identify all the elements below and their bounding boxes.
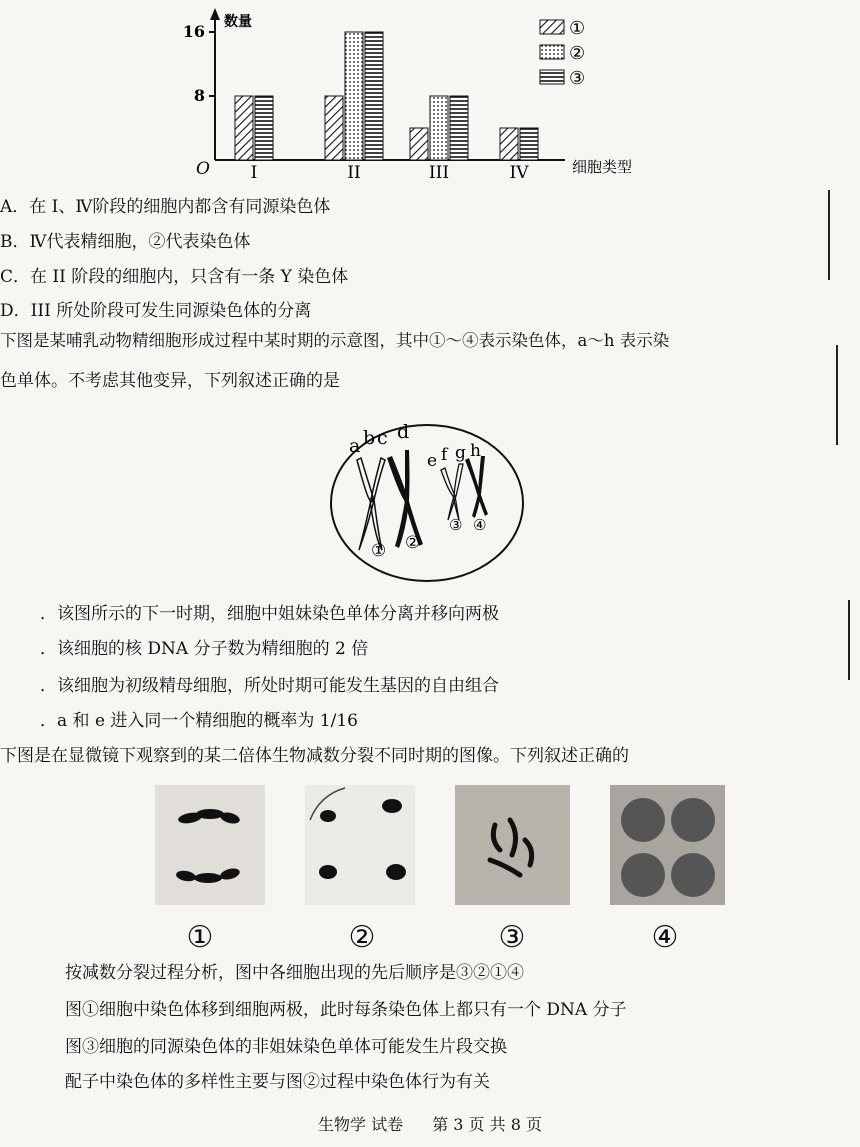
bar-2-series-1 [325, 96, 343, 160]
legend-swatch-1 [540, 20, 564, 34]
y-tick-label: 16 [182, 22, 205, 41]
legend-label-1: ① [569, 18, 586, 39]
micrograph-label-2: ② [348, 920, 376, 955]
option-c: C．在 II 阶段的细胞内，只含有一条 Y 染色体 [0, 267, 349, 287]
micrograph-3 [450, 780, 570, 910]
chromatid-label-h: h [470, 441, 481, 461]
micrograph-2 [300, 780, 420, 910]
chromosome-label-2: ② [405, 533, 421, 553]
x-axis-label: 细胞类型 [572, 158, 633, 176]
chromatid-label-g: g [455, 443, 466, 463]
question-3-option-d: 配子中染色体的多样性主要与图②过程中染色体行为有关 [65, 1072, 490, 1092]
chromatid-label-c: c [377, 427, 388, 449]
chromatid-label-b: b [363, 427, 376, 449]
question-3-option-c: 图③细胞的同源染色体的非姐妹染色单体可能发生片段交换 [65, 1037, 507, 1057]
chromosome-label-3: ③ [449, 516, 463, 534]
chromatid-label-f: f [441, 445, 448, 465]
micrograph-label-4: ④ [651, 920, 679, 955]
chromatid-label-e: e [427, 451, 438, 471]
micrograph-1 [150, 780, 270, 910]
x-tick-label: II [347, 163, 361, 183]
y-tick-label: 8 [193, 86, 205, 105]
chromatid-label-d: d [397, 421, 410, 443]
chromosome-label-1: ① [371, 541, 387, 561]
cell-diagram [327, 418, 527, 583]
page-footer [0, 1112, 860, 1135]
y-axis-label: 数量 [224, 14, 252, 30]
page-edge-line-1 [828, 190, 830, 280]
footer-subject: 生物学 试卷 [318, 1115, 404, 1134]
page-edge-line-2 [836, 345, 838, 445]
chromosome-1 [357, 458, 385, 550]
bar-3-series-1 [410, 128, 428, 160]
question-2-stem-line2: 色单体。不考虑其他变异，下列叙述正确的是 [0, 371, 340, 391]
legend-label-2: ② [569, 43, 586, 64]
question-2-option-d: ．a 和 e 进入同一个精细胞的概率为 1/16 [40, 711, 358, 731]
micrograph-label-3: ③ [498, 920, 526, 955]
bar-3-series-2 [430, 96, 448, 160]
question-2-option-a: ．该图所示的下一时期，细胞中姐妹染色单体分离并移向两极 [40, 604, 499, 624]
chromosome-label-4: ④ [473, 516, 487, 534]
question-2-option-b: ．该细胞的核 DNA 分子数为精细胞的 2 倍 [40, 639, 369, 659]
origin-label: O [196, 159, 210, 179]
x-tick-label: III [428, 163, 450, 183]
bar-chart [160, 0, 660, 185]
option-d: D．III 所处阶段可发生同源染色体的分离 [0, 301, 312, 321]
question-3-option-a: 按减数分裂过程分析，图中各细胞出现的先后顺序是③②①④ [65, 963, 524, 983]
chromosome-3 [441, 464, 463, 520]
legend-label-3: ③ [569, 68, 586, 89]
question-3-option-b: 图①细胞中染色体移到细胞两极，此时每条染色体上都只有一个 DNA 分子 [65, 1000, 627, 1020]
bar-2-series-2 [345, 32, 363, 160]
chromatid-label-a: a [349, 435, 361, 457]
bar-4-series-3 [520, 128, 538, 160]
question-2-option-c: ．该细胞为初级精母细胞，所处时期可能发生基因的自由组合 [40, 676, 499, 696]
y-axis-arrow [210, 8, 220, 20]
bar-1-series-3 [255, 96, 273, 160]
legend-swatch-2 [540, 45, 564, 59]
legend-swatch-3 [540, 70, 564, 84]
x-tick-label: IV [509, 163, 529, 183]
micrograph-label-1: ① [186, 920, 214, 955]
option-b: B．Ⅳ代表精细胞，②代表染色体 [0, 232, 251, 252]
chromosome-4 [465, 456, 488, 518]
question-3-stem: 下图是在显微镜下观察到的某二倍体生物减数分裂不同时期的图像。下列叙述正确的 [0, 746, 629, 766]
option-a: A．在 I、Ⅳ阶段的细胞内都含有同源染色体 [0, 197, 331, 217]
bar-3-series-3 [450, 96, 468, 160]
page-edge-line-3 [848, 600, 850, 680]
bar-2-series-3 [365, 32, 383, 160]
bar-4-series-1 [500, 128, 518, 160]
micrograph-4 [605, 780, 725, 910]
question-2-stem-line1: 下图是某哺乳动物精细胞形成过程中某时期的示意图，其中①～④表示染色体，a～h 表示染 [0, 331, 670, 350]
bar-1-series-1 [235, 96, 253, 160]
x-tick-label: I [250, 163, 258, 183]
footer-page-number: 第 3 页 共 8 页 [432, 1115, 542, 1134]
